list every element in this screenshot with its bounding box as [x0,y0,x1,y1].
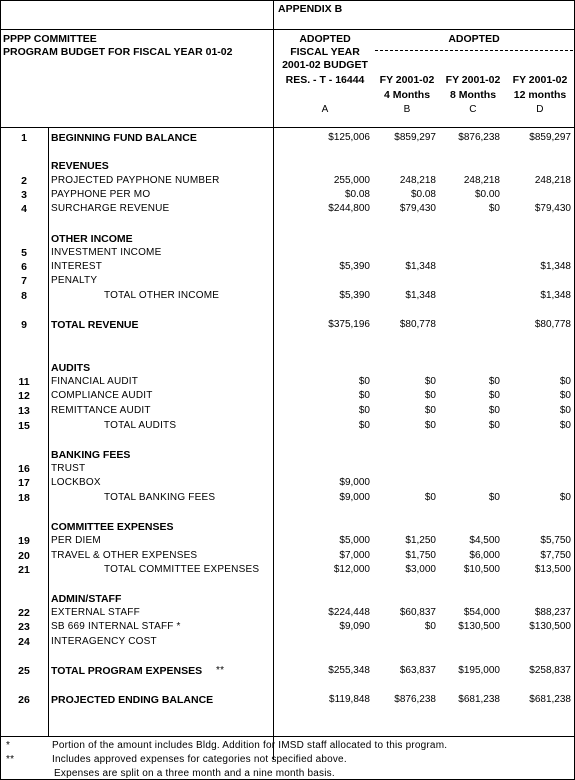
row-number: 22 [18,607,30,619]
row-number: 1 [21,132,27,144]
cell-col-b: $1,750 [405,550,436,561]
cell-col-a: $255,348 [328,665,370,676]
row-label: SURCHARGE REVENUE [51,203,170,214]
cell-col-a: $0.08 [344,189,370,200]
row-label: PER DIEM [51,535,101,546]
page-title: PROGRAM BUDGET FOR FISCAL YEAR 01-02 [3,46,233,58]
col-b-period: 4 Months [383,89,431,101]
row-number: 24 [18,636,30,648]
footnote-mark: ** [6,754,15,765]
cell-col-a: $7,000 [339,550,370,561]
cell-col-a: $5,390 [339,261,370,272]
cell-col-c: $681,238 [458,694,500,705]
cell-col-b: $0 [424,405,436,416]
row-label: TOTAL REVENUE [51,319,139,331]
row-label: INTERAGENCY COST [51,636,157,647]
row-number: 20 [18,550,30,562]
cell-col-a: $9,090 [339,621,370,632]
row-label: FINANCIAL AUDIT [51,376,139,387]
row-number: 13 [18,405,30,417]
col-c-period: 8 Months [449,89,497,101]
row-label: COMPLIANCE AUDIT [51,390,153,401]
footnote-mark: * [6,740,11,751]
cell-col-c: $0 [488,203,500,214]
cell-col-d: $0 [559,376,571,387]
grid-line [48,127,49,736]
row-label: OTHER INCOME [51,233,133,245]
cell-col-d: $258,837 [529,665,571,676]
row-number: 15 [18,420,30,432]
cell-col-a: $375,196 [328,319,370,330]
cell-col-d: $130,500 [529,621,571,632]
col-c-letter: C [469,104,477,115]
adopted-group-heading: ADOPTED [448,33,500,45]
cell-col-a: $5,000 [339,535,370,546]
footnote-text: Portion of the amount includes Bldg. Addition for IMSD staff allocated to this program. [52,740,448,751]
cell-col-a: $12,000 [333,564,370,575]
col-d-period: 12 months [513,89,567,101]
cell-col-a: $224,448 [328,607,370,618]
cell-col-d: $681,238 [529,694,571,705]
committee-name: PPPP COMMITTEE [3,33,97,45]
cell-col-c: $0 [488,405,500,416]
cell-col-b: $1,348 [405,261,436,272]
cell-col-d: $0 [559,390,571,401]
cell-col-a: $119,848 [329,694,370,705]
cell-col-b: $876,238 [394,694,436,705]
grid-line [0,0,1,780]
cell-col-c: $4,500 [469,535,500,546]
cell-col-d: $1,348 [540,290,571,301]
grid-line [0,736,575,737]
row-label: PENALTY [51,275,98,286]
row-label: AUDITS [51,362,91,374]
cell-col-d: $13,500 [534,564,571,575]
col-a-heading-1: ADOPTED [299,33,351,45]
row-number: 26 [18,694,30,706]
col-b-heading: FY 2001-02 [379,74,435,86]
cell-col-b: $80,778 [399,319,436,330]
cell-col-d: $1,348 [540,261,571,272]
row-label: INTEREST [51,261,103,272]
row-label: SB 669 INTERNAL STAFF * [51,621,181,632]
row-label: TOTAL PROGRAM EXPENSES [51,665,203,677]
row-label: TOTAL COMMITTEE EXPENSES [104,564,260,575]
appendix-title: APPENDIX B [278,3,343,15]
footnote-text: Expenses are split on a three month and a nine month basis. [54,768,335,779]
cell-col-c: $10,500 [463,564,500,575]
footnote-text: Includes approved expenses for categories not specified above. [52,754,347,765]
col-d-letter: D [536,104,544,115]
cell-col-a: $0 [358,376,370,387]
cell-col-a: $0 [358,390,370,401]
col-a-heading-4: RES. - T - 16444 [285,74,365,86]
row-number: 7 [21,275,27,287]
cell-col-a: $244,800 [328,203,370,214]
cell-col-b: $1,250 [405,535,436,546]
cell-col-d: $88,237 [534,607,571,618]
cell-col-b: $60,837 [399,607,436,618]
cell-col-b: $3,000 [405,564,436,575]
cell-col-b: $63,837 [399,665,436,676]
row-label: EXTERNAL STAFF [51,607,140,618]
cell-col-d: $79,430 [534,203,571,214]
cell-col-b: $859,297 [394,132,436,143]
col-a-heading-3: 2001-02 BUDGET [282,59,368,71]
row-label: ADMIN/STAFF [51,593,122,605]
row-label: TOTAL OTHER INCOME [104,290,220,301]
cell-col-a: $9,000 [339,492,370,503]
row-label: TRAVEL & OTHER EXPENSES [51,550,198,561]
row-number: 3 [21,189,27,201]
cell-col-a: 255,000 [333,175,370,186]
cell-col-d: $80,778 [534,319,571,330]
row-number: 2 [21,175,27,187]
col-b-letter: B [403,104,411,115]
row-number: 19 [18,535,30,547]
cell-col-c: $0 [488,390,500,401]
cell-col-b: $0 [424,492,436,503]
cell-col-d: 248,218 [534,175,571,186]
cell-col-c: $0.00 [474,189,500,200]
row-number: 11 [18,376,30,388]
cell-col-c: $54,000 [463,607,500,618]
cell-col-c: $876,238 [458,132,500,143]
grid-line [0,0,575,1]
row-number: 17 [18,477,30,489]
row-label: PAYPHONE PER MO [51,189,151,200]
cell-col-b: $0 [424,621,436,632]
cell-col-c: $130,500 [458,621,500,632]
row-label: PROJECTED ENDING BALANCE [51,694,214,706]
cell-col-c: $6,000 [469,550,500,561]
row-label: REMITTANCE AUDIT [51,405,151,416]
row-label: TOTAL BANKING FEES [104,492,216,503]
cell-col-b: $0.08 [410,189,436,200]
cell-col-a: $9,000 [339,477,370,488]
col-d-heading: FY 2001-02 [512,74,568,86]
row-label: REVENUES [51,160,109,172]
row-number: 8 [21,290,27,302]
grid-line [0,29,575,30]
row-label: PROJECTED PAYPHONE NUMBER [51,175,220,186]
cell-col-a: $5,390 [339,290,370,301]
cell-col-c: 248,218 [463,175,500,186]
cell-col-d: $0 [559,420,571,431]
cell-col-d: $859,297 [529,132,571,143]
row-number: 5 [21,247,27,259]
row-label: INVESTMENT INCOME [51,247,162,258]
cell-col-a: $0 [358,405,370,416]
cell-col-a: $0 [358,420,370,431]
row-number: 23 [18,621,30,633]
col-c-heading: FY 2001-02 [445,74,501,86]
cell-col-b: $0 [424,390,436,401]
row-label: LOCKBOX [51,477,101,488]
row-number: 12 [18,390,30,402]
row-number: 21 [18,564,30,576]
row-number: 9 [21,319,27,331]
row-label: COMMITTEE EXPENSES [51,521,174,533]
row-label: TOTAL AUDITS [104,420,177,431]
row-label-mark: ** [216,665,225,676]
row-label: TRUST [51,463,86,474]
cell-col-c: $0 [488,376,500,387]
cell-col-d: $0 [559,405,571,416]
cell-col-b: 248,218 [399,175,436,186]
cell-col-d: $7,750 [540,550,571,561]
cell-col-d: $0 [559,492,571,503]
grid-line [0,127,575,128]
row-number: 25 [18,665,30,677]
cell-col-d: $5,750 [540,535,571,546]
adopted-dash-line [375,50,573,51]
cell-col-c: $0 [488,492,500,503]
row-number: 16 [18,463,30,475]
cell-col-b: $0 [424,420,436,431]
row-label: BEGINNING FUND BALANCE [51,132,197,144]
cell-col-c: $0 [488,420,500,431]
row-number: 18 [18,492,30,504]
row-label: BANKING FEES [51,449,131,461]
cell-col-b: $1,348 [405,290,436,301]
cell-col-c: $195,000 [458,665,500,676]
row-number: 4 [21,203,27,215]
cell-col-b: $0 [424,376,436,387]
cell-col-b: $79,430 [399,203,436,214]
col-a-letter: A [321,104,329,115]
cell-col-a: $125,006 [328,132,370,143]
row-number: 6 [21,261,27,273]
col-a-heading-2: FISCAL YEAR [290,46,360,58]
